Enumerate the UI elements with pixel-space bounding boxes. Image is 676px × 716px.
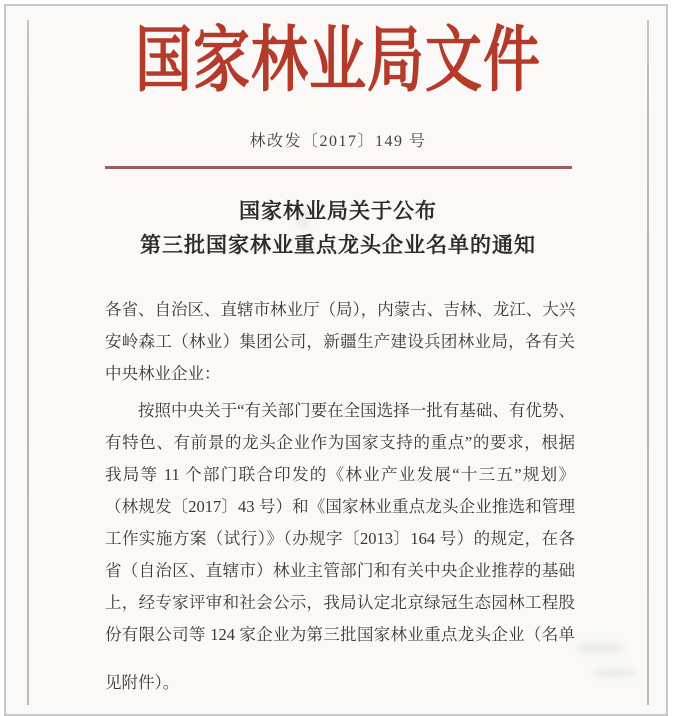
- body-line: 工作实施方案（试行）》（办规字〔2013〕164 号）的规定，在各: [105, 529, 575, 548]
- body-line: （林规发〔2017〕43 号）和《国家林业重点龙头企业推选和管理: [105, 497, 575, 516]
- recipients-line: 中央林业企业：: [105, 364, 221, 383]
- body-line: 上，经专家评审和社会公示，我局认定北京绿冠生态园林工程股: [105, 593, 575, 612]
- notice-body: [105, 294, 575, 699]
- body-line: 见附件）。: [105, 673, 180, 692]
- paper-edge-right: [647, 20, 649, 705]
- recipients-line: 安岭森工（林业）集团公司，新疆生产建设兵团林业局，各有关: [105, 332, 575, 351]
- scan-smudge: [576, 642, 626, 654]
- paper-edge-left: [27, 20, 29, 705]
- notice-title-line2: 第三批国家林业重点龙头企业名单的通知: [140, 233, 536, 257]
- notice-title: [0, 194, 676, 262]
- recipients-line: 各省、自治区、直辖市林业厅（局），内蒙古、吉林、龙江、大兴: [105, 300, 576, 319]
- document-number: 林改发〔2017〕149 号: [249, 133, 427, 150]
- body-line: 按照中央关于“有关部门要在全国选择一批有基础、有优势、: [138, 401, 575, 420]
- body-line: 我局等 11 个部门联合印发的《林业产业发展“十三五”规划》: [105, 465, 575, 484]
- scan-smudge: [591, 668, 637, 678]
- body-line: 省（自治区、直辖市）林业主管部门和有关中央企业推荐的基础: [105, 561, 575, 580]
- notice-title-line1: 国家林业局关于公布: [239, 199, 437, 223]
- letterhead-title: 国家林业局文件: [135, 21, 541, 101]
- body-line: 份有限公司等 124 家企业为第三批国家林业重点龙头企业（名单: [105, 625, 575, 644]
- letterhead-divider-rule: [105, 166, 572, 169]
- body-line: 有特色、有前景的龙头企业作为国家支持的重点”的要求，根据: [105, 433, 575, 452]
